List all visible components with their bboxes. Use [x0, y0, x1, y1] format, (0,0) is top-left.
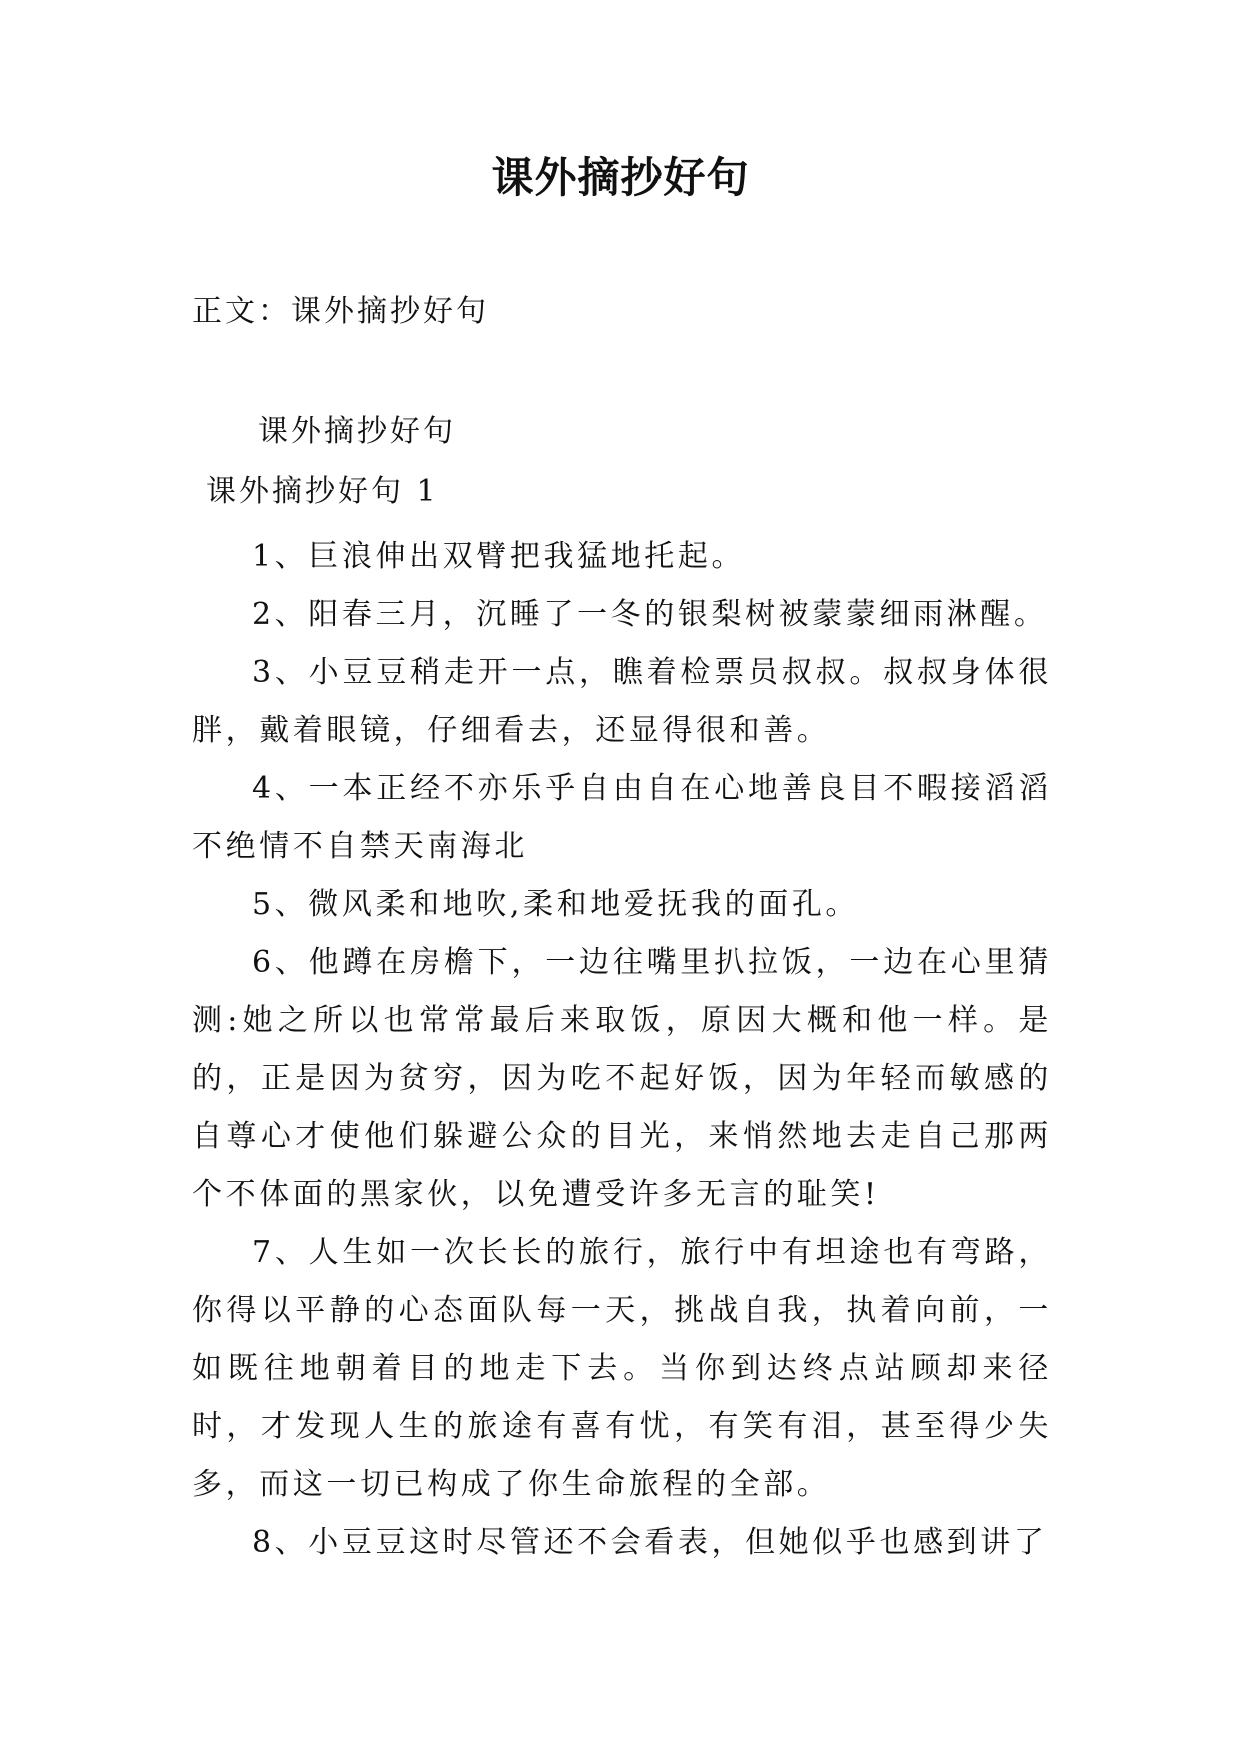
- paragraph-4: 4、一本正经不亦乐乎自由自在心地善良目不暇接滔滔不绝情不自禁天南海北: [192, 771, 1052, 864]
- section-subheading: 课外摘抄好句 1: [206, 474, 439, 509]
- paragraph-7: 7、人生如一次长长的旅行，旅行中有坦途也有弯路，你得以平静的心态面队每一天，挑战自我，执着向前，一如既往地朝着目的地走下去。当你到达终点站顾却来径时，才发现人生的旅途有喜有忧，有笑有泪，甚至得少失多，而这一切已构成了你生命旅程的全部。: [192, 1235, 1052, 1502]
- document-body: [192, 528, 1052, 1572]
- section-heading: 课外摘抄好句: [258, 414, 456, 449]
- paragraph-3: 3、小豆豆稍走开一点，瞧着检票员叔叔。叔叔身体很胖，戴着眼镜，仔细看去，还显得很和善。: [192, 655, 1052, 748]
- document-subtitle: 正文：课外摘抄好句: [192, 294, 489, 329]
- paragraph-6: 6、他蹲在房檐下，一边往嘴里扒拉饭，一边在心里猜测:她之所以也常常最后来取饭，原因大概和他一样。是的，正是因为贫穷，因为吃不起好饭，因为年轻而敏感的自尊心才使他们躲避公众的目光，来悄然地去走自己那两个不体面的黑家伙，以免遭受许多无言的耻笑!: [192, 945, 1052, 1212]
- document-title: 课外摘抄好句: [491, 153, 750, 202]
- paragraph-5: 5、微风柔和地吹,柔和地爱抚我的面孔。: [252, 887, 860, 922]
- paragraph-2: 2、阳春三月，沉睡了一冬的银梨树被蒙蒙细雨淋醒。: [252, 597, 1048, 632]
- paragraph-8: 8、小豆豆这时尽管还不会看表，但她似乎也感到讲了: [252, 1525, 1048, 1560]
- paragraph-1: 1、巨浪伸出双臂把我猛地托起。: [252, 539, 746, 574]
